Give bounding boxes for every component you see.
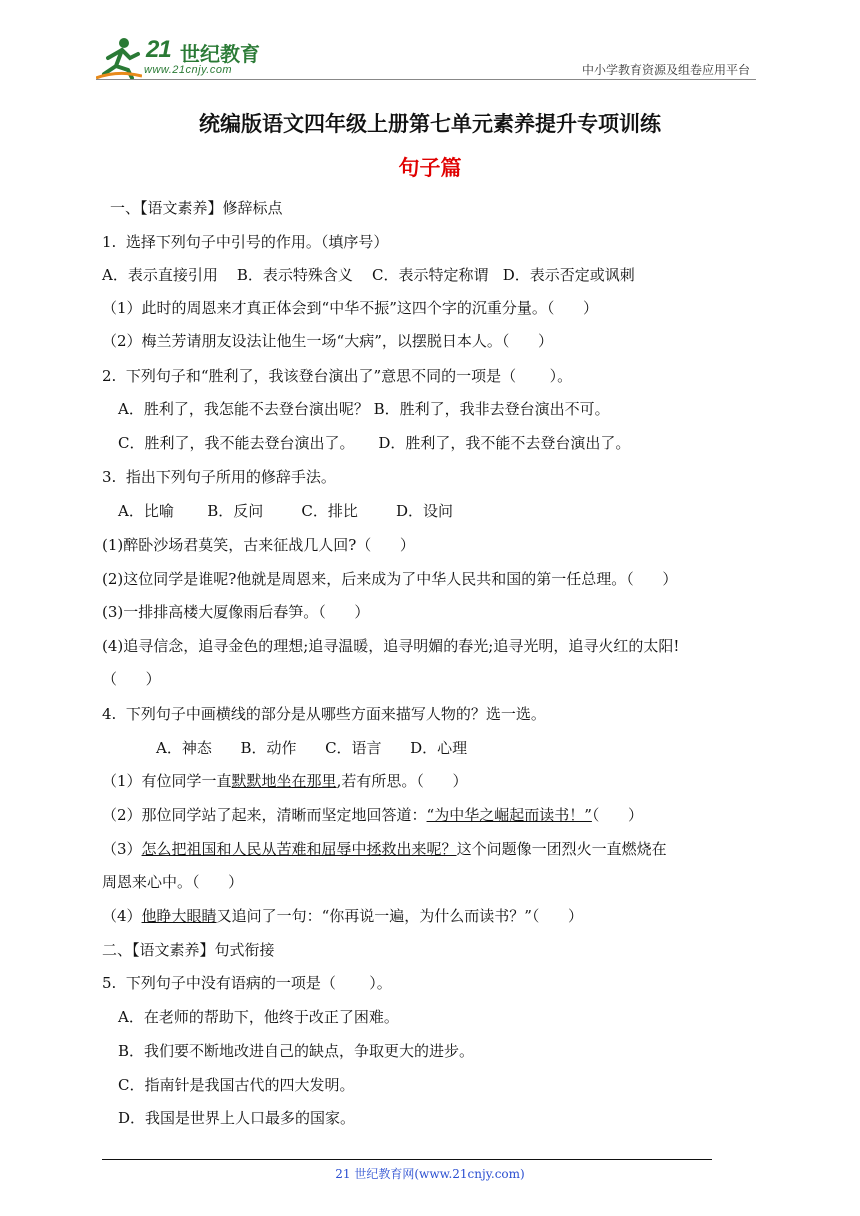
underlined-phrase: 默默地坐在那里 [231, 772, 337, 790]
question-5-stem: 5. 下列句子中没有语病的一项是（ ）。 [102, 974, 392, 992]
item-text: ,若有所思。（ ） [336, 772, 468, 790]
question-3-item-1: (1)醉卧沙场君莫笑，古来征战几人回?（ ） [102, 536, 415, 554]
item-text: （2）那位同学站了起来，清晰而坚定地回答道： [102, 806, 427, 824]
question-1-item-1: （1）此时的周恩来才真正体会到“中华不振”这四个字的沉重分量。（ ） [102, 299, 598, 317]
site-logo [96, 34, 266, 80]
question-4-item-3 [102, 838, 667, 859]
question-2-options-row-2: C．胜利了，我不能去登台演出了。 D．胜利了，我不能不去登台演出了。 [118, 434, 631, 452]
item-text: （4） [102, 907, 142, 925]
question-1-options: A．表示直接引用 B．表示特殊含义 C．表示特定称谓 D．表示否定或讽刺 [102, 266, 635, 284]
section-heading-rhetoric: 一、【语文素养】修辞标点 [110, 199, 283, 217]
footer-text: 21 世纪教育网(www.21cnjy.com) [335, 1167, 525, 1181]
question-3-stem: 3. 指出下列句子所用的修辞手法。 [102, 468, 336, 486]
question-1-stem: 1. 选择下列句子中引号的作用。（填序号） [102, 233, 389, 251]
underlined-phrase: “为中华之崛起而读书！” [426, 806, 592, 824]
question-3-item-2: (2)这位同学是谁呢?他就是周恩来，后来成为了中华人民共和国的第一任总理。（ ） [102, 570, 678, 588]
question-5-option-c: C．指南针是我国古代的四大发明。 [118, 1076, 355, 1094]
section-heading-sentence: 二、【语文素养】句式衔接 [102, 941, 275, 959]
underlined-phrase: 他睁大眼睛 [141, 907, 217, 925]
item-text: 又追问了一句：“你再说一遍，为什么而读书？”（ ） [216, 907, 584, 925]
question-4-stem: 4. 下列句子中画横线的部分是从哪些方面来描写人物的？选一选。 [102, 705, 546, 723]
question-3-options: A．比喻 B．反问 C．排比 D．设问 [118, 502, 454, 520]
logo-text: 世纪教育 [180, 42, 260, 66]
question-5-option-b: B．我们要不断地改进自己的缺点，争取更大的进步。 [118, 1042, 475, 1060]
question-4-item-3-continued: 周恩来心中。（ ） [102, 873, 244, 891]
question-3-item-4-blank: （ ） [102, 670, 161, 688]
item-text: （ ） [591, 806, 643, 824]
header-tagline: 中小学教育资源及组卷应用平台 [581, 63, 750, 77]
question-2-stem: 2. 下列句子和“胜利了，我该登台演出了”意思不同的一项是（ ）。 [102, 367, 573, 385]
underlined-phrase: 怎么把祖国和人民从苦难和屈辱中拯救出来呢？ [141, 840, 457, 858]
question-4-options: A．神态 B．动作 C．语言 D．心理 [156, 739, 468, 757]
question-5-option-d: D．我国是世界上人口最多的国家。 [118, 1109, 356, 1127]
header-divider [96, 79, 756, 80]
question-2-options-row-1: A．胜利了，我怎能不去登台演出呢？ B．胜利了，我非去登台演出不可。 [118, 400, 610, 418]
runner-icon [96, 36, 142, 80]
question-1-item-2: （2）梅兰芳请朋友设法让他生一场“大病”，以摆脱日本人。（ ） [102, 332, 553, 350]
question-4-item-2 [102, 804, 643, 825]
question-3-item-4: (4)追寻信念，追寻金色的理想;追寻温暖，追寻明媚的春光;追寻光明，追寻火红的太阳! [102, 637, 680, 655]
item-text: （1）有位同学一直 [102, 772, 232, 790]
question-4-item-4 [102, 905, 583, 926]
page-header [0, 0, 860, 90]
footer-divider [102, 1159, 712, 1160]
logo-url: www.21cnjy.com [144, 64, 233, 76]
item-text: （3） [102, 840, 142, 858]
question-4-item-1 [102, 770, 467, 791]
page-subtitle: 句子篇 [398, 155, 462, 180]
question-5-option-a: A．在老师的帮助下，他终于改正了困难。 [118, 1008, 399, 1026]
logo-number: 21 [146, 36, 171, 63]
question-3-item-3: (3)一排排高楼大厦像雨后春笋。（ ） [102, 603, 370, 621]
item-text: 这个问题像一团烈火一直燃烧在 [456, 840, 667, 858]
page-title: 统编版语文四年级上册第七单元素养提升专项训练 [199, 111, 661, 136]
